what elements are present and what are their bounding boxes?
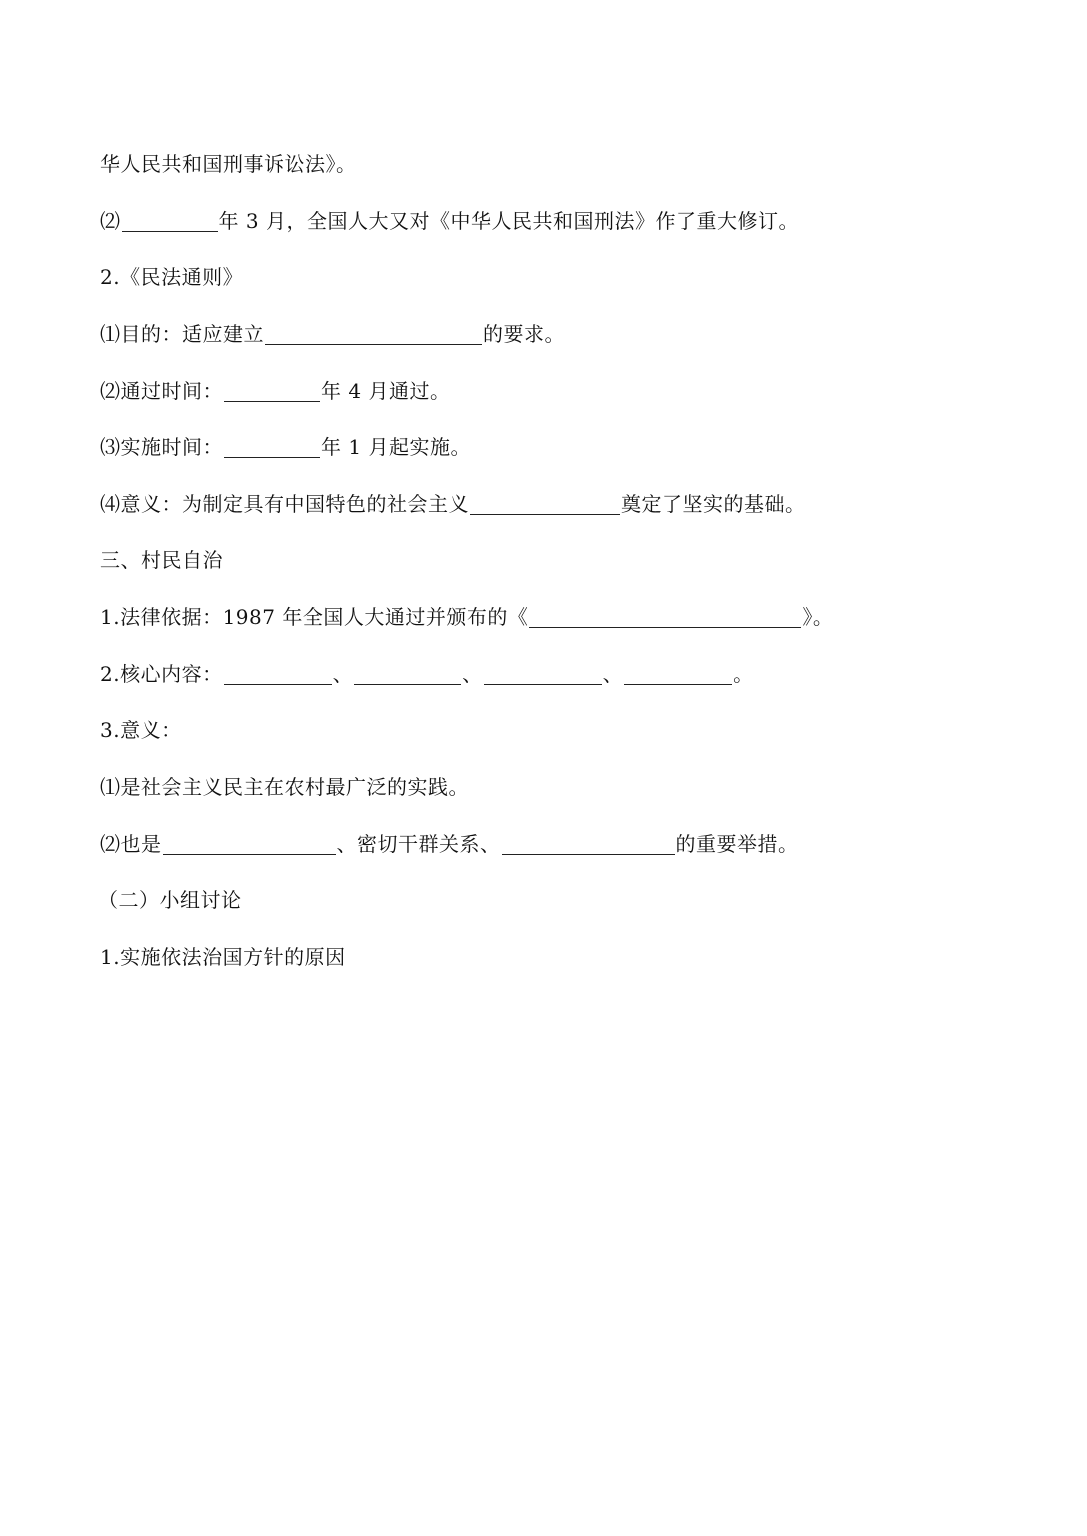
fill-blank-significance[interactable] — [470, 494, 620, 515]
section-heading-group-discussion — [98, 885, 242, 915]
fill-blank-purpose[interactable] — [265, 324, 482, 345]
item-prefix: ⑵ — [100, 209, 121, 233]
item-suffix: 年 1 月起实施。 — [321, 435, 471, 459]
question-legal-basis — [100, 602, 833, 632]
item-suffix: 奠定了坚实的基础。 — [621, 492, 806, 516]
item-suffix: 年 4 月通过。 — [321, 379, 451, 403]
item-prefix: ⑶实施时间： — [100, 435, 223, 459]
item-prefix: 1.法律依据：1987 年全国人大通过并颁布的《 — [100, 605, 529, 629]
fill-blank-year[interactable] — [122, 211, 218, 232]
fill-blank-core-4[interactable] — [624, 664, 732, 685]
subheading-significance — [100, 715, 182, 745]
item-middle: 、密切干群关系、 — [336, 832, 501, 856]
item-suffix: 。 — [733, 662, 754, 686]
item-prefix: ⑴目的：适应建立 — [100, 322, 264, 346]
heading-text: 3.意义： — [100, 718, 182, 742]
item-prefix: ⑵也是 — [100, 832, 162, 856]
fill-blank-measure-1[interactable] — [163, 834, 336, 855]
line-text: ⑴是社会主义民主在农村最广泛的实践。 — [100, 775, 469, 799]
separator: 、 — [332, 662, 354, 686]
question-civil-law-significance — [100, 489, 806, 519]
question-civil-law-passed-date — [100, 376, 450, 406]
line-text: 华人民共和国刑事诉讼法》。 — [100, 152, 357, 176]
heading-text: （二）小组讨论 — [98, 888, 242, 912]
question-civil-law-effective-date — [100, 432, 471, 462]
heading-text: 2.《民法通则》 — [100, 265, 244, 289]
item-prefix: 2.核心内容： — [100, 662, 223, 686]
text-line-criminal-procedure-law — [100, 149, 357, 179]
discussion-topic-1 — [100, 942, 346, 972]
fill-blank-core-3[interactable] — [484, 664, 602, 685]
item-suffix: 》。 — [802, 605, 834, 629]
text-line-democracy-practice — [100, 772, 469, 802]
item-suffix: 年 3 月，全国人大又对《中华人民共和国刑法》作了重大修订。 — [218, 209, 799, 233]
item-suffix: 的要求。 — [483, 322, 565, 346]
fill-blank-measure-2[interactable] — [502, 834, 675, 855]
fill-blank-core-2[interactable] — [354, 664, 461, 685]
item-prefix: ⑷意义：为制定具有中国特色的社会主义 — [100, 492, 469, 516]
question-criminal-law-revision — [100, 206, 799, 236]
item-prefix: ⑵通过时间： — [100, 379, 223, 403]
fill-blank-law-name[interactable] — [529, 607, 801, 628]
item-suffix: 的重要举措。 — [675, 832, 799, 856]
separator: 、 — [462, 662, 483, 686]
fill-blank-core-1[interactable] — [224, 664, 332, 685]
question-important-measure — [100, 829, 799, 859]
line-text: 1.实施依法治国方针的原因 — [100, 945, 346, 969]
section-heading-village-autonomy — [100, 545, 223, 575]
heading-text: 三、村民自治 — [100, 548, 223, 572]
fill-blank-effective-year[interactable] — [224, 437, 320, 458]
question-civil-law-purpose — [100, 319, 565, 349]
fill-blank-passed-year[interactable] — [224, 381, 320, 402]
separator: 、 — [602, 662, 624, 686]
section-heading-civil-law — [100, 262, 243, 292]
question-core-content — [100, 659, 754, 689]
